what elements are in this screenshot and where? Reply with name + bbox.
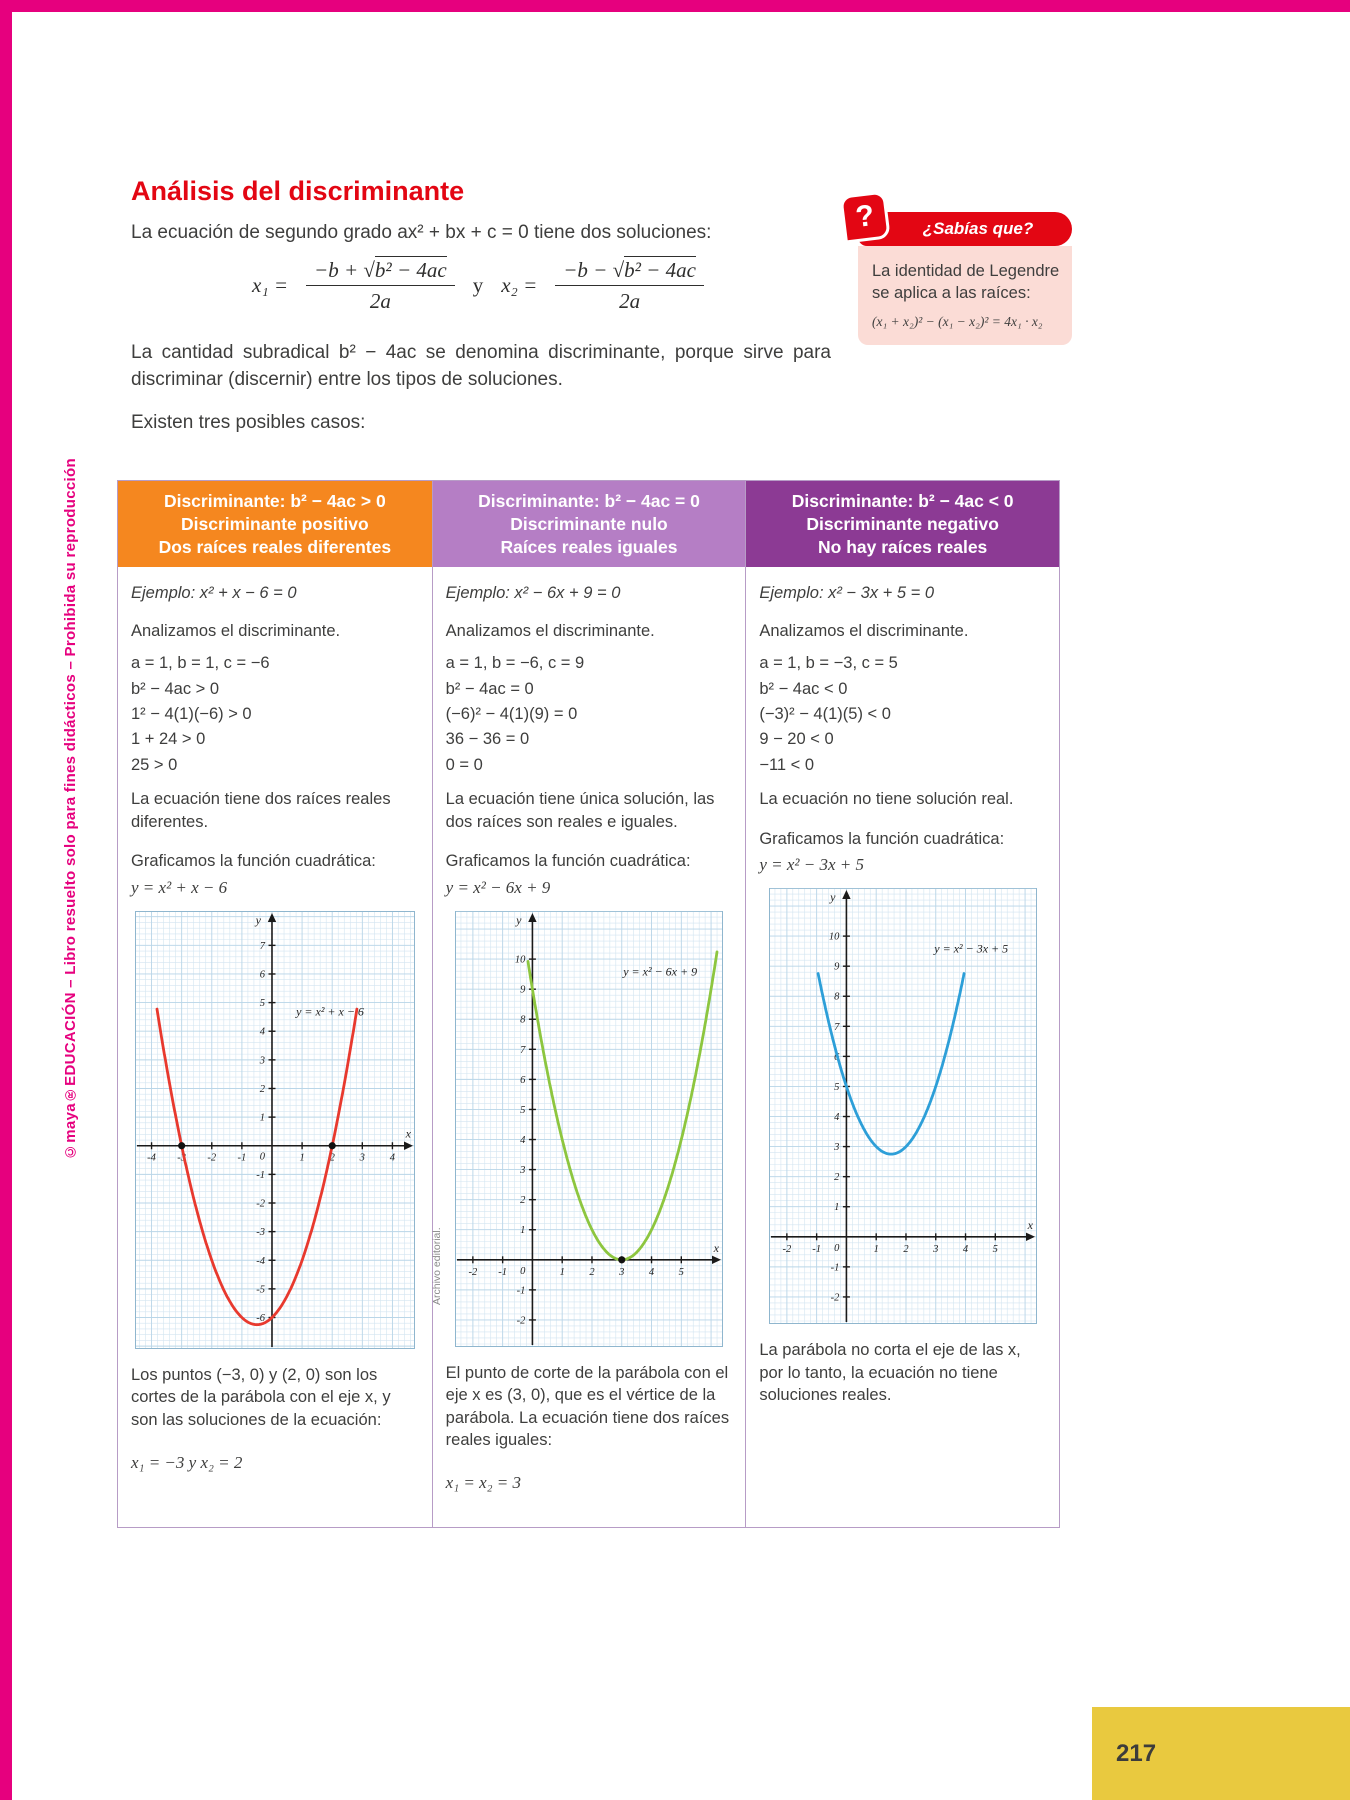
svg-text:4: 4 xyxy=(259,1026,265,1038)
svg-text:y = x² − 6x + 9: y = x² − 6x + 9 xyxy=(623,964,698,979)
svg-text:5: 5 xyxy=(833,1082,840,1094)
svg-text:0: 0 xyxy=(259,1151,265,1163)
svg-text:10: 10 xyxy=(514,954,526,966)
footer-text: La parábola no corta el eje de las x, por lo tanto, la ecuación no tiene soluciones reales. xyxy=(759,1341,1021,1405)
svg-text:4: 4 xyxy=(962,1244,968,1256)
x1-fraction: $\frac{\text{−b + √b² − 4ac}}{2a}$ xyxy=(306,258,455,313)
graph-label: Graficamos la función cuadrática: xyxy=(445,852,691,871)
analyze-label: Analizamos el discriminante. xyxy=(131,621,341,640)
discriminant-steps xyxy=(759,649,1046,779)
svg-text:3: 3 xyxy=(259,1055,265,1067)
svg-text:3: 3 xyxy=(833,1142,840,1154)
radicand: b² − 4ac xyxy=(374,258,447,282)
function-equation: y = x² + x − 6 xyxy=(131,877,228,897)
cases-paragraph: Existen tres posibles casos: xyxy=(131,412,366,433)
svg-text:-2: -2 xyxy=(207,1152,216,1164)
denominator: 2a xyxy=(369,289,391,314)
svg-text:8: 8 xyxy=(833,992,840,1004)
svg-text:9: 9 xyxy=(833,961,840,973)
page-number-tab xyxy=(1092,1707,1350,1800)
svg-text:1: 1 xyxy=(833,1202,840,1214)
column-header-positive xyxy=(118,481,432,567)
discriminant-paragraph: La cantidad subradical b² − 4ac se denomina discriminante, porque sirve para discriminar (discernir) entre los tipos de soluciones. xyxy=(131,342,831,390)
x2-lhs: x₂ = xyxy=(501,273,538,298)
text-line: Dos raíces reales diferentes xyxy=(158,536,392,557)
svg-text:2: 2 xyxy=(329,1152,335,1164)
text-line: (−6)² − 4(1)(9) = 0 xyxy=(445,705,578,723)
x2-fraction: $\frac{\text{−b − √b² − 4ac}}{2a}$ xyxy=(555,258,704,313)
svg-text:x: x xyxy=(1027,1218,1033,1233)
column-body-positive xyxy=(118,567,432,1527)
text-line: Discriminante: b² − 4ac > 0 xyxy=(163,491,386,511)
svg-text:-2: -2 xyxy=(256,1198,265,1210)
footer-solutions: x₁ = −3 y x₂ = 2 xyxy=(131,1452,243,1472)
text-line: Discriminante nulo xyxy=(510,513,668,534)
svg-text:x: x xyxy=(405,1126,411,1141)
svg-text:1: 1 xyxy=(873,1244,879,1256)
svg-text:1: 1 xyxy=(259,1112,265,1124)
radicand: b² − 4ac xyxy=(624,258,696,282)
column-discriminant-positive xyxy=(118,481,432,1527)
footer-text: Los puntos (−3, 0) y (2, 0) son los cortes de la parábola con el eje x, y son las soluciones de la ecuación: xyxy=(131,1365,391,1429)
svg-text:0: 0 xyxy=(833,1243,840,1255)
svg-text:2: 2 xyxy=(520,1194,526,1206)
svg-text:5: 5 xyxy=(992,1244,998,1256)
svg-text:-1: -1 xyxy=(516,1285,526,1297)
svg-text:8: 8 xyxy=(520,1014,526,1026)
svg-text:y: y xyxy=(829,890,836,905)
parabola-graph-negative xyxy=(769,888,1037,1324)
svg-text:3: 3 xyxy=(932,1244,939,1256)
graph-label: Graficamos la función cuadrática: xyxy=(131,852,376,871)
page-number: 217 xyxy=(1116,1739,1157,1767)
svg-text:3: 3 xyxy=(359,1152,365,1164)
conclusion-text: La ecuación tiene única solución, las dos raíces son reales e iguales. xyxy=(445,790,715,831)
svg-text:5: 5 xyxy=(520,1104,526,1116)
text-line: (−3)² − 4(1)(5) < 0 xyxy=(759,705,891,723)
text-line: a = 1, b = −3, c = 5 xyxy=(759,654,898,673)
example-equation: Ejemplo: x² + x − 6 = 0 xyxy=(131,584,297,603)
svg-text:4: 4 xyxy=(520,1134,526,1146)
svg-text:5: 5 xyxy=(259,997,265,1009)
svg-text:2: 2 xyxy=(903,1244,909,1256)
svg-text:4: 4 xyxy=(389,1152,395,1164)
analyze-label: Analizamos el discriminante. xyxy=(445,621,655,640)
svg-text:5: 5 xyxy=(678,1266,684,1278)
intro-paragraph: La ecuación de segundo grado ax² + bx + c = 0 tiene dos soluciones: xyxy=(131,222,712,243)
left-border xyxy=(0,0,12,1800)
svg-text:10: 10 xyxy=(828,931,840,943)
archive-credit-vertical-text: Archivo editorial. xyxy=(431,1227,443,1305)
question-mark-icon: ? xyxy=(839,190,891,243)
example-equation: Ejemplo: x² − 3x + 5 = 0 xyxy=(759,584,935,603)
svg-text:9: 9 xyxy=(520,984,526,996)
column-discriminant-negative xyxy=(745,481,1059,1527)
svg-text:-1: -1 xyxy=(811,1244,821,1256)
svg-text:-1: -1 xyxy=(237,1152,247,1164)
sabias-que-header: ¿Sabías que? xyxy=(858,212,1072,246)
sabias-que-body xyxy=(858,246,1072,345)
svg-text:4: 4 xyxy=(648,1266,655,1278)
text-line: 0 = 0 xyxy=(445,755,483,774)
text-line: b² − 4ac < 0 xyxy=(759,679,848,698)
text-line: a = 1, b = −6, c = 9 xyxy=(445,654,585,673)
svg-text:y: y xyxy=(255,912,261,927)
parabola-graph-zero xyxy=(455,911,723,1347)
x1-lhs: x₁ = xyxy=(252,273,289,298)
svg-text:-3: -3 xyxy=(256,1226,265,1238)
footer-text: El punto de corte de la parábola con el eje x es (3, 0), que es el vértice de la parábola. La ecuación tiene dos raíces reales iguales: xyxy=(445,1363,730,1450)
column-body-negative xyxy=(746,567,1059,1527)
svg-text:-2: -2 xyxy=(782,1244,791,1256)
text-line: Raíces reales iguales xyxy=(500,536,678,557)
graph-label: Graficamos la función cuadrática: xyxy=(759,829,1005,848)
svg-text:-3: -3 xyxy=(177,1152,186,1164)
function-equation: y = x² − 6x + 9 xyxy=(445,877,551,897)
svg-text:-4: -4 xyxy=(256,1255,265,1267)
sabias-que-text: La identidad de Legendre se aplica a las raíces: xyxy=(872,262,1060,303)
svg-text:-1: -1 xyxy=(256,1169,265,1181)
svg-text:-1: -1 xyxy=(498,1266,508,1278)
column-body-zero xyxy=(433,567,746,1527)
svg-text:2: 2 xyxy=(259,1083,265,1095)
svg-text:3: 3 xyxy=(520,1164,526,1176)
text-line: No hay raíces reales xyxy=(818,536,988,557)
svg-text:3: 3 xyxy=(619,1266,625,1278)
column-header-negative xyxy=(746,481,1059,567)
svg-text:1: 1 xyxy=(299,1152,305,1164)
svg-text:1: 1 xyxy=(520,1224,526,1236)
svg-text:-5: -5 xyxy=(256,1284,265,1296)
svg-text:-2: -2 xyxy=(468,1266,478,1278)
text-line: Discriminante: b² − 4ac < 0 xyxy=(791,491,1014,511)
svg-text:7: 7 xyxy=(833,1022,840,1034)
text-line: Discriminante: b² − 4ac = 0 xyxy=(478,491,700,511)
svg-text:y = x² − 3x + 5: y = x² − 3x + 5 xyxy=(933,941,1008,956)
sabias-que-box xyxy=(853,199,1072,345)
page-title: Análisis del discriminante xyxy=(131,176,465,206)
text-line: a = 1, b = 1, c = −6 xyxy=(131,654,270,673)
column-discriminant-zero xyxy=(432,481,746,1527)
text-line: 1² − 4(1)(−6) > 0 xyxy=(131,705,252,723)
svg-text:-4: -4 xyxy=(147,1152,156,1164)
parabola-graph-positive xyxy=(135,911,415,1349)
discriminant-steps xyxy=(131,649,419,779)
svg-text:0: 0 xyxy=(520,1265,526,1277)
top-border xyxy=(0,0,1350,12)
text-line: 9 − 20 < 0 xyxy=(759,730,834,749)
svg-text:6: 6 xyxy=(833,1052,840,1064)
text-line: Discriminante negativo xyxy=(806,513,999,534)
publisher-vertical-text: ©maya®EDUCACIÓN – Libro resuelto solo para fines didácticos – Prohibida su reproducción xyxy=(62,458,79,1160)
text-line: b² − 4ac = 0 xyxy=(445,679,534,698)
footer-solutions: x₁ = x₂ = 3 xyxy=(445,1472,522,1492)
conclusion-text: La ecuación no tiene solución real. xyxy=(759,790,1014,809)
text-line: −11 < 0 xyxy=(759,755,815,774)
function-equation: y = x² − 3x + 5 xyxy=(759,855,864,875)
svg-text:x: x xyxy=(713,1240,719,1255)
discriminant-cases-table xyxy=(117,480,1060,1528)
svg-text:y: y xyxy=(516,912,522,927)
conclusion-text: La ecuación tiene dos raíces reales diferentes. xyxy=(131,790,391,831)
text-line: 36 − 36 = 0 xyxy=(445,730,530,749)
text-line: 1 + 24 > 0 xyxy=(131,730,206,749)
svg-text:-6: -6 xyxy=(256,1312,265,1324)
radical-sign: √ xyxy=(612,258,625,282)
svg-text:-1: -1 xyxy=(830,1262,840,1274)
svg-text:2: 2 xyxy=(833,1172,840,1184)
svg-text:-2: -2 xyxy=(516,1315,526,1327)
svg-text:4: 4 xyxy=(833,1112,840,1124)
svg-text:7: 7 xyxy=(259,940,265,952)
discriminant-steps xyxy=(446,649,733,779)
svg-text:6: 6 xyxy=(259,969,265,981)
svg-text:-2: -2 xyxy=(830,1292,840,1304)
text-line: 25 > 0 xyxy=(131,755,178,774)
text-line: b² − 4ac > 0 xyxy=(131,679,220,698)
text-line: Discriminante positivo xyxy=(180,513,369,534)
and-connector: y xyxy=(472,273,484,298)
analyze-label: Analizamos el discriminante. xyxy=(759,621,969,640)
radical-sign: √ xyxy=(363,258,375,282)
quadratic-formula xyxy=(252,258,704,313)
svg-text:2: 2 xyxy=(589,1266,595,1278)
column-header-zero xyxy=(433,481,746,567)
example-equation: Ejemplo: x² − 6x + 9 = 0 xyxy=(445,584,621,603)
svg-text:1: 1 xyxy=(559,1266,565,1278)
denominator: 2a xyxy=(619,289,641,314)
svg-text:6: 6 xyxy=(520,1074,526,1086)
legendre-identity: (x₁ + x₂)² − (x₁ − x₂)² = 4x₁ · x₂ xyxy=(872,314,1043,330)
svg-text:y = x² + x − 6: y = x² + x − 6 xyxy=(295,1004,364,1019)
svg-text:7: 7 xyxy=(520,1044,526,1056)
footer-solutions xyxy=(759,1426,1046,1436)
